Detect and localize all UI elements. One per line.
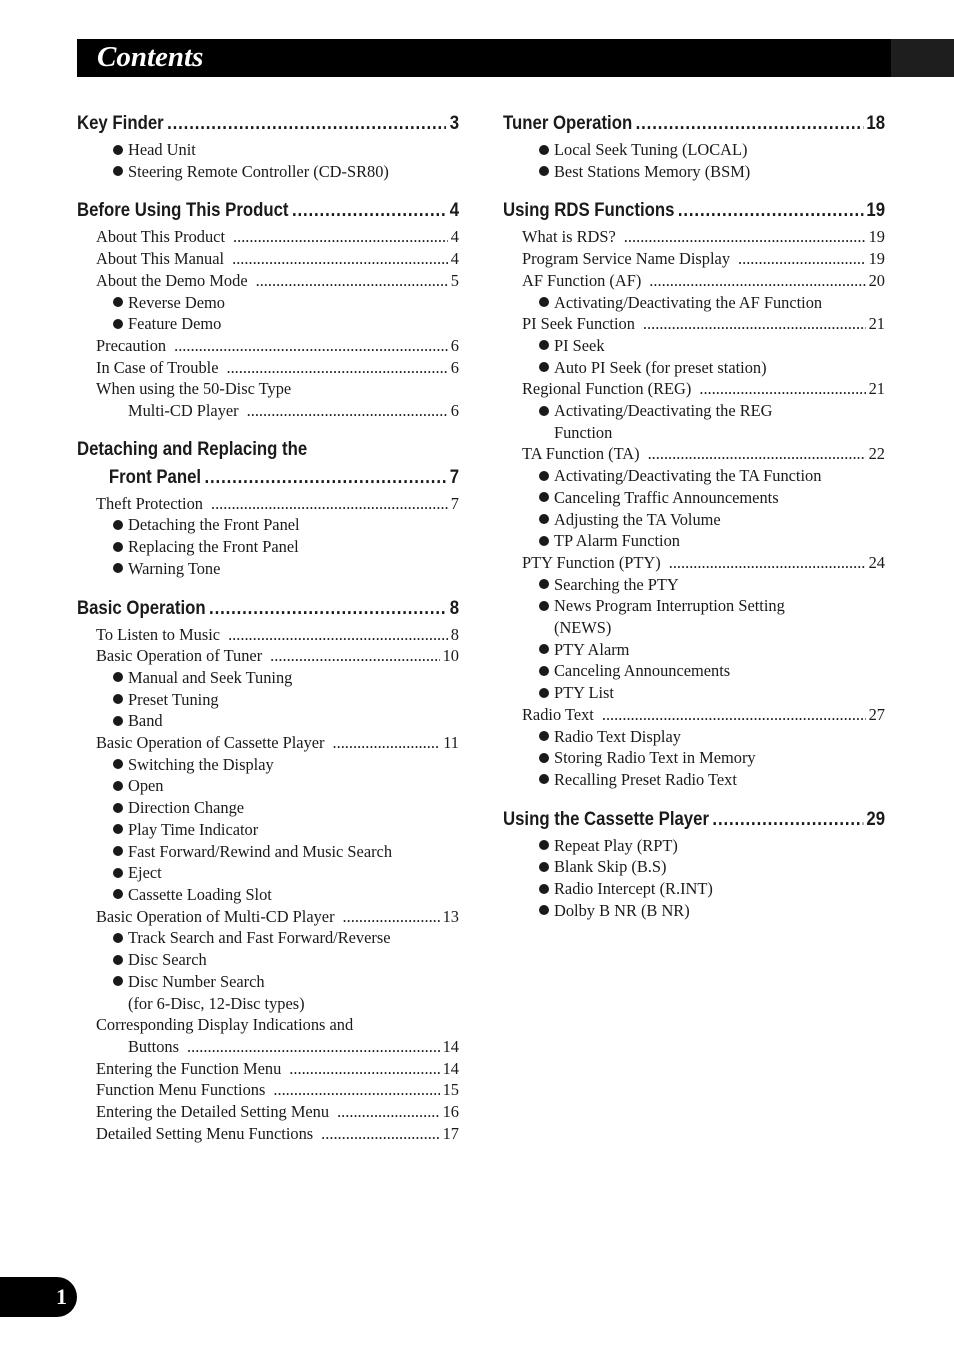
toc-section xyxy=(77,109,459,182)
section-title: Using RDS Functions xyxy=(503,199,675,222)
bullet-text: Direction Change xyxy=(128,798,245,818)
entry-title: About the Demo Mode xyxy=(96,270,248,290)
bullet-item xyxy=(77,292,459,314)
entry-title: TA Function (TA) xyxy=(522,444,640,464)
bullet-item xyxy=(503,292,885,314)
toc-entry[interactable] xyxy=(77,1101,459,1123)
entry-title: Theft Protection xyxy=(96,493,203,513)
toc-entry[interactable] xyxy=(77,1123,459,1145)
entry-title: Entering the Function Menu xyxy=(96,1058,282,1078)
bullet-text: Canceling Traffic Announcements xyxy=(554,487,779,507)
entry-title: Basic Operation of Cassette Player xyxy=(96,733,325,753)
entry-title: PTY Function (PTY) xyxy=(522,552,661,572)
toc-entry[interactable] xyxy=(77,732,459,754)
dot-leader xyxy=(649,270,865,292)
section-heading[interactable] xyxy=(77,594,459,623)
section-entries xyxy=(77,493,459,580)
section-page-number: 8 xyxy=(449,596,460,619)
bullet-item xyxy=(503,682,885,704)
bullet-text: Storing Radio Text in Memory xyxy=(554,748,756,768)
bullet-item xyxy=(77,841,459,863)
bullet-item xyxy=(77,139,459,161)
page-number-badge xyxy=(0,1277,77,1317)
bullet-item xyxy=(77,161,459,183)
bullet-item xyxy=(77,689,459,711)
entry-title: Entering the Detailed Setting Menu xyxy=(96,1102,330,1122)
bullet-dot-icon xyxy=(539,471,549,481)
entry-title: Function Menu Functions xyxy=(96,1080,266,1100)
toc-entry[interactable] xyxy=(503,443,885,465)
toc-section xyxy=(503,109,885,182)
bullet-dot-icon xyxy=(539,862,549,872)
section-title: Tuner Operation xyxy=(503,112,633,134)
bullet-item xyxy=(77,949,459,971)
bullet-text: Repeat Play (RPT) xyxy=(554,835,678,855)
bullet-item xyxy=(503,726,885,748)
section-heading[interactable] xyxy=(503,196,885,225)
bullet-item xyxy=(503,856,885,878)
page-number: 1 xyxy=(56,1284,67,1309)
bullet-dot-icon xyxy=(113,542,123,552)
entry-page-number: 17 xyxy=(442,1123,459,1143)
bullet-text: Manual and Seek Tuning xyxy=(128,667,293,687)
section-page-number: 3 xyxy=(449,112,460,134)
dot-leader xyxy=(270,645,439,667)
bullet-text: Searching the PTY xyxy=(554,574,679,594)
bullet-dot-icon xyxy=(539,884,549,894)
dot-leader xyxy=(209,594,446,623)
bullet-item xyxy=(503,900,885,922)
entry-page-number: 10 xyxy=(442,646,459,666)
toc-entry-text: When using the 50-Disc Type xyxy=(96,379,292,399)
dot-leader xyxy=(648,443,866,465)
bullet-item xyxy=(77,884,459,906)
dot-leader xyxy=(333,732,441,754)
bullet-dot-icon xyxy=(113,145,123,155)
bullet-item xyxy=(77,514,459,536)
bullet-item xyxy=(503,139,885,161)
section-entries xyxy=(503,226,885,790)
bullet-text-continued: (NEWS) xyxy=(554,618,612,638)
dot-leader xyxy=(643,313,866,335)
dot-leader xyxy=(174,335,448,357)
bullet-text: Adjusting the TA Volume xyxy=(554,509,721,529)
page-title: Contents xyxy=(97,41,204,73)
entry-page-number: 6 xyxy=(450,357,459,377)
section-page-number: 19 xyxy=(866,199,886,222)
bullet-text: TP Alarm Function xyxy=(554,531,680,551)
toc-left-column xyxy=(77,109,459,1158)
bullet-item xyxy=(503,465,885,487)
section-title: Using the Cassette Player xyxy=(503,807,709,830)
bullet-text: Activating/Deactivating the AF Function xyxy=(554,292,823,312)
toc-entry[interactable] xyxy=(77,1058,459,1080)
entry-title: Detailed Setting Menu Functions xyxy=(96,1123,314,1143)
dot-leader xyxy=(247,400,448,422)
dot-leader xyxy=(624,226,866,248)
entry-page-number: 6 xyxy=(450,401,459,421)
dot-leader xyxy=(738,248,866,270)
bullet-dot-icon xyxy=(539,666,549,676)
bullet-dot-icon xyxy=(539,406,549,416)
bullet-item xyxy=(77,754,459,776)
bullet-item xyxy=(77,775,459,797)
dot-leader xyxy=(273,1079,439,1101)
dot-leader xyxy=(289,1058,439,1080)
bullet-dot-icon xyxy=(539,536,549,546)
bullet-text: Track Search and Fast Forward/Reverse xyxy=(128,928,391,948)
toc-entry[interactable] xyxy=(77,400,459,422)
bullet-dot-icon xyxy=(539,753,549,763)
bullet-text: PI Seek xyxy=(554,335,605,355)
header-tab-marker xyxy=(891,39,954,77)
bullet-dot-icon xyxy=(539,297,549,307)
section-entries xyxy=(503,835,885,922)
bullet-text: Preset Tuning xyxy=(128,689,219,709)
entry-title: Multi-CD Player xyxy=(128,401,239,421)
toc-section xyxy=(77,436,459,580)
bullet-dot-icon xyxy=(113,933,123,943)
bullet-item xyxy=(77,667,459,689)
bullet-text: Reverse Demo xyxy=(128,292,225,312)
section-entries xyxy=(77,139,459,182)
bullet-text-continued: Function xyxy=(554,422,613,442)
toc-entry[interactable] xyxy=(77,248,459,270)
entry-title: Basic Operation of Multi-CD Player xyxy=(96,906,335,926)
bullet-item xyxy=(503,487,885,509)
entry-page-number: 11 xyxy=(443,733,459,753)
bullet-text: Radio Intercept (R.INT) xyxy=(554,879,713,899)
toc-entry[interactable] xyxy=(77,624,459,646)
toc-entry[interactable] xyxy=(77,335,459,357)
entry-page-number: 4 xyxy=(450,249,459,269)
bullet-text: Disc Number Search xyxy=(128,971,265,991)
section-heading[interactable] xyxy=(503,109,885,138)
bullet-item xyxy=(503,530,885,552)
entry-title: Precaution xyxy=(96,335,167,355)
dot-leader xyxy=(669,552,866,574)
toc-entry[interactable] xyxy=(503,313,885,335)
toc-entry[interactable] xyxy=(503,270,885,292)
bullet-text: Local Seek Tuning (LOCAL) xyxy=(554,140,748,159)
bullet-item xyxy=(77,862,459,884)
entry-title: Program Service Name Display xyxy=(522,249,731,269)
section-title: Before Using This Product xyxy=(77,199,289,222)
toc-entry[interactable] xyxy=(77,906,459,928)
toc-entry[interactable] xyxy=(503,248,885,270)
entry-title: About This Manual xyxy=(96,249,225,269)
section-title: Key Finder xyxy=(77,112,164,134)
entry-page-number: 24 xyxy=(868,552,885,572)
bullet-dot-icon xyxy=(113,803,123,813)
bullet-dot-icon xyxy=(539,145,549,155)
entry-title: In Case of Trouble xyxy=(96,357,219,377)
bullet-dot-icon xyxy=(113,297,123,307)
toc-section xyxy=(77,594,459,1145)
bullet-dot-icon xyxy=(113,868,123,878)
section-heading[interactable] xyxy=(77,463,459,492)
bullet-text: Activating/Deactivating the TA Function xyxy=(554,466,822,486)
toc-entry-text: Corresponding Display Indications and xyxy=(96,1015,354,1035)
toc-section xyxy=(77,196,459,421)
bullet-item xyxy=(77,558,459,580)
entry-page-number: 21 xyxy=(868,314,885,334)
entry-page-number: 8 xyxy=(450,624,459,644)
bullet-item xyxy=(503,878,885,900)
bullet-dot-icon xyxy=(539,601,549,611)
bullet-item xyxy=(503,400,885,443)
bullet-text: Feature Demo xyxy=(128,314,222,334)
bullet-item xyxy=(503,161,885,183)
entry-page-number: 27 xyxy=(868,704,885,724)
entry-page-number: 20 xyxy=(868,270,885,290)
bullet-item xyxy=(503,769,885,791)
bullet-text: Play Time Indicator xyxy=(128,819,259,839)
bullet-text: PTY List xyxy=(554,683,614,703)
entry-title: To Listen to Music xyxy=(96,624,221,644)
toc-entry[interactable] xyxy=(77,357,459,379)
entry-page-number: 22 xyxy=(868,444,885,464)
bullet-text: Detaching the Front Panel xyxy=(128,515,300,535)
bullet-item xyxy=(77,536,459,558)
bullet-text: Warning Tone xyxy=(128,558,221,578)
section-page-number: 18 xyxy=(866,112,886,134)
entry-page-number: 14 xyxy=(442,1058,459,1078)
bullet-text: Band xyxy=(128,711,163,731)
entry-page-number: 19 xyxy=(868,227,885,247)
toc-entry[interactable] xyxy=(503,704,885,726)
bullet-text: Open xyxy=(128,776,164,796)
dot-leader xyxy=(256,270,448,292)
bullet-dot-icon xyxy=(113,319,123,329)
dot-leader xyxy=(337,1101,440,1123)
bullet-item xyxy=(77,797,459,819)
bullet-item xyxy=(77,927,459,949)
dot-leader xyxy=(226,357,447,379)
entry-page-number: 16 xyxy=(442,1102,459,1122)
bullet-item xyxy=(503,660,885,682)
entry-page-number: 14 xyxy=(442,1036,459,1056)
toc-entry[interactable] xyxy=(503,552,885,574)
toc-right-column xyxy=(503,109,885,936)
toc-entry[interactable] xyxy=(77,1036,459,1058)
bullet-dot-icon xyxy=(113,955,123,965)
bullet-text: Steering Remote Controller (CD-SR80) xyxy=(128,161,389,181)
dot-leader xyxy=(205,463,447,492)
bullet-item xyxy=(503,574,885,596)
bullet-dot-icon xyxy=(113,716,123,726)
dot-leader xyxy=(343,906,440,928)
entry-title: About This Product xyxy=(96,227,226,247)
section-page-number: 4 xyxy=(449,199,460,222)
bullet-dot-icon xyxy=(113,520,123,530)
bullet-item xyxy=(503,357,885,379)
bullet-text: Fast Forward/Rewind and Music Search xyxy=(128,841,393,861)
section-page-number: 29 xyxy=(866,807,886,830)
bullet-dot-icon xyxy=(113,781,123,791)
entry-title: Buttons xyxy=(128,1036,180,1056)
entry-page-number: 21 xyxy=(868,379,885,399)
toc-section xyxy=(503,196,885,790)
bullet-text: Eject xyxy=(128,863,162,883)
bullet-item xyxy=(503,639,885,661)
bullet-text: Replacing the Front Panel xyxy=(128,537,299,557)
dot-leader xyxy=(699,378,865,400)
dot-leader xyxy=(233,226,448,248)
toc-entry[interactable] xyxy=(503,378,885,400)
section-title: Basic Operation xyxy=(77,596,206,619)
bullet-item xyxy=(503,747,885,769)
section-heading-line1: Detaching and Replacing the xyxy=(77,437,308,460)
entry-title: What is RDS? xyxy=(522,227,616,247)
entry-page-number: 6 xyxy=(450,335,459,355)
toc-entry[interactable] xyxy=(77,270,459,292)
entry-title: Basic Operation of Tuner xyxy=(96,646,263,666)
entry-page-number: 7 xyxy=(450,493,459,513)
toc-entry[interactable] xyxy=(77,226,459,248)
bullet-text: Auto PI Seek (for preset station) xyxy=(554,357,767,377)
section-page-number: 7 xyxy=(449,465,460,488)
bullet-text: Activating/Deactivating the REG xyxy=(554,401,773,421)
toc-entry[interactable] xyxy=(77,645,459,667)
bullet-text: Dolby B NR (B NR) xyxy=(554,900,690,920)
bullet-text: Canceling Announcements xyxy=(554,661,731,681)
dot-leader xyxy=(232,248,448,270)
bullet-text: Switching the Display xyxy=(128,754,274,774)
bullet-text: Head Unit xyxy=(128,140,196,159)
section-title: Front Panel xyxy=(108,465,202,488)
bullet-item xyxy=(77,819,459,841)
dot-leader xyxy=(187,1036,440,1058)
bullet-item xyxy=(503,509,885,531)
entry-page-number: 15 xyxy=(442,1080,459,1100)
bullet-item xyxy=(77,313,459,335)
entry-title: Radio Text xyxy=(522,704,594,724)
bullet-text: Blank Skip (B.S) xyxy=(554,857,667,877)
bullet-text: News Program Interruption Setting xyxy=(554,596,785,616)
bullet-item xyxy=(77,710,459,732)
dot-leader xyxy=(292,196,446,225)
contents-header-bar xyxy=(77,39,954,77)
entry-title: AF Function (AF) xyxy=(522,270,642,290)
bullet-item xyxy=(77,971,459,1014)
dot-leader xyxy=(678,196,863,225)
section-heading[interactable] xyxy=(503,805,885,834)
section-entries xyxy=(77,226,459,421)
section-entries xyxy=(503,139,885,182)
bullet-item xyxy=(503,835,885,857)
dot-leader xyxy=(321,1123,439,1145)
section-heading[interactable] xyxy=(77,109,459,138)
entry-page-number: 5 xyxy=(450,270,459,290)
bullet-item xyxy=(503,595,885,638)
entry-title: PI Seek Function xyxy=(522,314,635,334)
entry-title: Regional Function (REG) xyxy=(522,379,692,399)
toc-section xyxy=(503,805,885,922)
toc-entry[interactable] xyxy=(77,1079,459,1101)
bullet-text: Cassette Loading Slot xyxy=(128,884,272,904)
bullet-text: Radio Text Display xyxy=(554,726,681,746)
dot-leader xyxy=(167,109,446,138)
toc-entry[interactable] xyxy=(503,226,885,248)
dot-leader xyxy=(211,493,448,515)
dot-leader xyxy=(228,624,448,646)
bullet-text-continued: (for 6-Disc, 12-Disc types) xyxy=(128,993,305,1013)
bullet-text: Recalling Preset Radio Text xyxy=(554,769,737,789)
toc-entry[interactable] xyxy=(77,493,459,515)
bullet-text: Disc Search xyxy=(128,950,207,970)
section-heading[interactable] xyxy=(77,196,459,225)
dot-leader xyxy=(602,704,866,726)
dot-leader xyxy=(712,805,863,834)
section-entries xyxy=(77,624,459,1145)
entry-page-number: 19 xyxy=(868,249,885,269)
bullet-text: PTY Alarm xyxy=(554,639,630,659)
bullet-text: Best Stations Memory (BSM) xyxy=(554,161,751,181)
entry-page-number: 4 xyxy=(450,227,459,247)
bullet-item xyxy=(503,335,885,357)
bullet-dot-icon xyxy=(539,688,549,698)
dot-leader xyxy=(636,109,863,138)
bullet-dot-icon xyxy=(539,514,549,524)
entry-page-number: 13 xyxy=(442,906,459,926)
